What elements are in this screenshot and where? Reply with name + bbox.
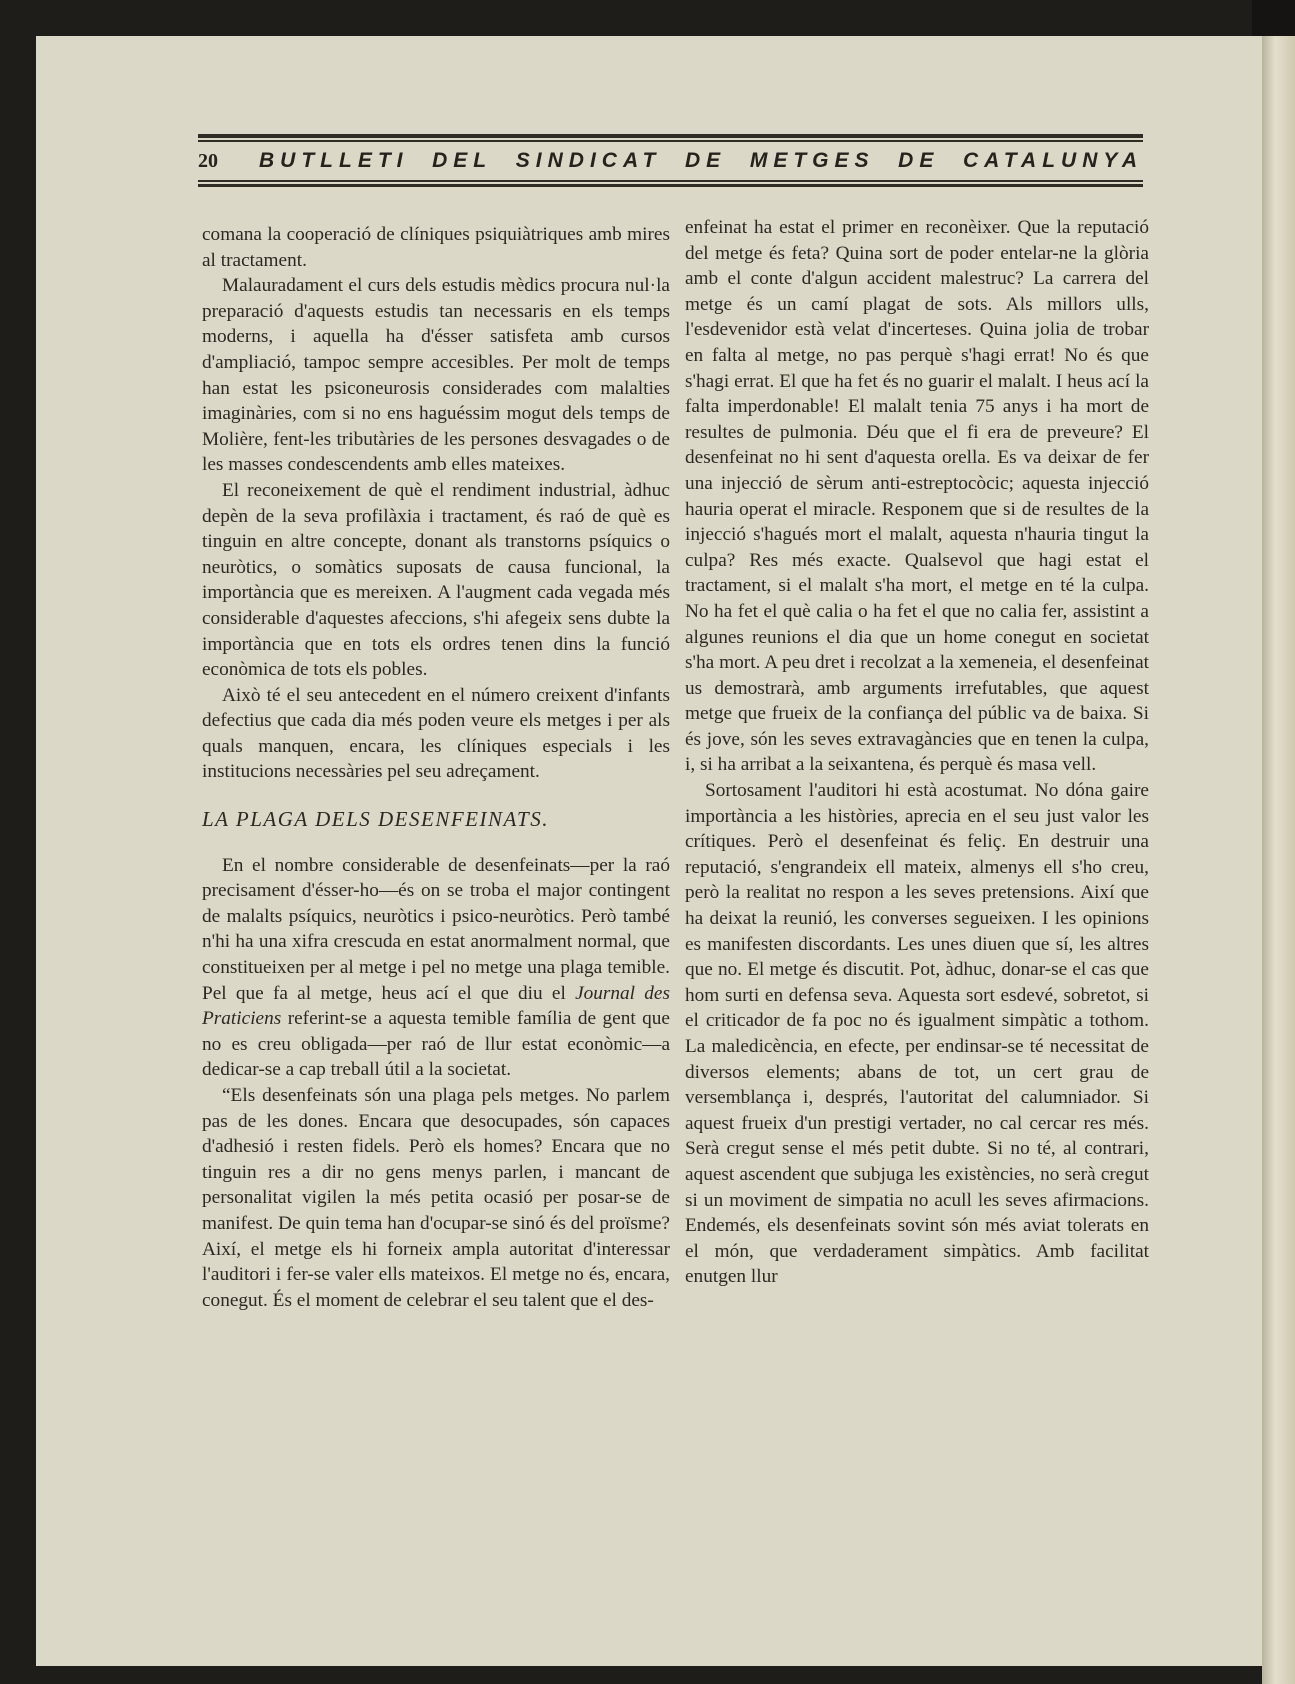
paragraph: comana la cooperació de clíniques psiquiàtriques amb mires al tractament.	[202, 224, 670, 271]
journal-title-word: SINDICAT	[515, 149, 662, 172]
paragraph: Això té el seu antecedent en el número creixent d'infants defectius que cada dia més poden veure els metges i per als quals manquen, encara, les clíniques especials i les institucions necessàries pel seu adreçament.	[202, 684, 670, 783]
section-heading: LA PLAGA DELS DESENFEINATS.	[202, 807, 549, 832]
paragraph: Sortosament l'auditori hi està acostumat. No dóna gaire importància a les històries, aprecia en el seu just valor les crítiques. Però el desenfeinat és feliç. En destruir una reputació, s'engrandeix ell mateix, almenys ell s'ho creu, però la realitat no respon a les seves pretensions. Així que ha deixat la reunió, les converses segueixen. I les opinions es manifesten discordants. Les unes diuen que sí, les altres que no. El metge és discutit. Pot, àdhuc, donar-se el cas que hom surti en defensa seva. Aquesta sort esdevé, sobretot, si el criticador de fa poc no és igualment simpàtic a tothom. La maledicència, en efecte, per endinsar-se té necessitat de diversos elements; abans de tot, un cert grau de versemblança i, després, l'autoritat del calumniador. Si aquest frueix d'un prestigi vertader, no cal cercar res més. Serà cregut sense el més petit dubte. Si no té, al contrari, aquest ascendent que subjuga les existències, no serà cregut si un moviment de simpatia no acull les seves afirmacions. Endemés, els desenfeinats sovint són més aviat tolerats en el món, que verdaderament simpàtics. Amb facilitat enutgen llur	[685, 780, 1149, 1288]
journal-title-word: DEL	[432, 149, 493, 172]
paragraph: Malauradament el curs dels estudis mèdics procura nul·la preparació d'aquests estudis tan necessaris en els temps moderns, i aquella ha d'ésser satisfeta amb cursos d'ampliació, tampoc sempre accesibles. Per molt de temps han estat les psiconeurosis considerades com malalties imaginàries, com si no ens haguéssim mogut dels temps de Molière, fent-les tributàries de les persones desvagades o de les masses condescendents amb elles mateixes.	[202, 275, 670, 476]
paragraph: El reconeixement de què el rendiment industrial, àdhuc depèn de la seva profilàxia i tractament, és raó de què es tinguin en altre concepte, donant als transtorns psíquics o neuròtics, o somàtics suposats de causa funcional, la importància que es mereixen. A l'augment cada vegada més considerable d'aquestes afeccions, s'hi afegeix sens dubte la importància que en tots els ordres tenen dins la funció econòmica de tots els pobles.	[202, 479, 670, 681]
right-column	[685, 215, 1149, 1290]
journal-title	[259, 149, 1143, 173]
paragraph: “Els desenfeinats són una plaga pels metges. No parlem pas de les dones. Encara que desocupades, són capaces d'adhesió i resten fidels. Però els homes? Encara que no tinguin res a dir no gens menys parlen, i mancant de personalitat vigilen la més petita ocasió per posar-se de manifest. De quin tema han d'ocupar-se sinó és del proïsme? Així, el metge els hi forneix ampla autoritat d'interessar l'auditori i fer-se valer ells mateixos. El metge no és, encara, conegut. És el moment de celebrar el seu talent que el des-	[202, 1085, 670, 1311]
paragraph: enfeinat ha estat el primer en reconèixer. Que la reputació del metge és feta? Quina sort de poder entelar-ne la glòria amb el conte d'algun accident malestruc? La carrera del metge és un camí plagat de sots. Als millors ulls, l'esdevenidor està velat d'incerteses. Quina joliа de trobar en falta al metge, no pas perquè s'hagi errat! No és que s'hagi errat. El que ha fet és no guarir el malalt. I heus ací la falta imperdonable! El malalt tenia 75 anys i ha mort de resultes de pulmonia. Déu que el fi era de preveure? El desenfeinat no hi sent d'aquesta orella. Es va deixar de fer una injecció de sèrum anti-estreptocòcic; aquesta injecció hauria operat el miracle. Responem que si de resultes de la injecció s'hagués mort el malalt, aquesta n'hauria tingut la culpa? Res més exacte. Qualsevol que hagi estat el tractament, si el malalt s'ha mort, el metge en té la culpa. No ha fet el què calia o ha fet el que no calia fer, assistint a algunes reunions el dia que un home conegut en societat s'ha mort. A peu dret i recolzat a la xemeneia, el desenfeinat us demostrarà, amb arguments irrefutables, que aquest metge que frueix de la confiança del públic va de baixa. Si és jove, són les seves extravagàncies que en tenen la culpa, i, si ha arribat a la seixantena, és perquè és masa vell.	[685, 217, 1149, 776]
header-bottom-rule	[198, 184, 1143, 187]
journal-title-word: DE	[898, 149, 940, 172]
running-header	[198, 148, 1143, 174]
journal-citation: Journal des Praticiens	[202, 982, 670, 1030]
left-column	[202, 222, 670, 1313]
journal-title-word: DE	[685, 149, 727, 172]
paragraph	[202, 853, 670, 1083]
background-dark-edge	[1252, 0, 1295, 36]
journal-title-word: BUTLLETI	[259, 149, 409, 172]
paragraph-text: En el nombre considerable de desenfeinats—per la raó precisament d'ésser-ho—és on se troba el major contingent de malalts psíquics, neuròtics i psico-neuròtics. Però també n'hi ha una xifra crescuda en estat anormalment normal, que constitueixen per al metge i pel no metge una plaga temible. Pel que fa al metge, heus ací el que diu el	[202, 854, 670, 1004]
page-number: 20	[198, 149, 218, 172]
page-binding-edge	[1262, 36, 1295, 1684]
paragraph-text: referint-se a aquesta temible família de gent que no es creu obligada—per raó de llur estat econòmic—a dedicar-se a cap treball útil a la societat.	[202, 1008, 670, 1081]
header-top-rule-thin	[198, 140, 1143, 142]
header-bottom-rule-thin	[198, 180, 1143, 182]
journal-title-word: METGES	[749, 149, 875, 172]
header-top-rule	[198, 134, 1143, 138]
journal-title-word: CATALUNYA	[963, 149, 1143, 172]
